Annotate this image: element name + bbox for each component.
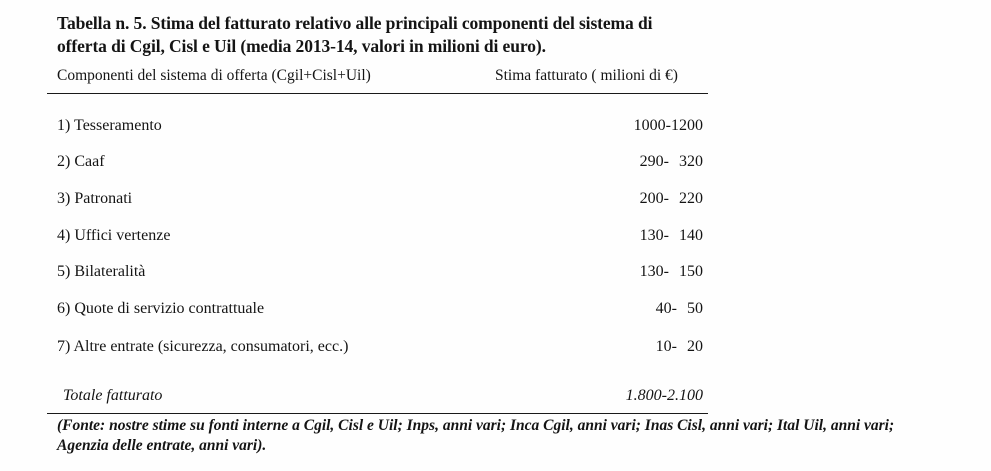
table-bottom-rule [47,413,708,414]
table-row [57,263,703,287]
total-label: Totale fatturato [63,387,163,404]
row-value: 290- 320 [639,153,703,170]
source-note: (Fonte: nostre stime su fonti interne a Cgil, Cisl e Uil; Inps, anni vari; Inca Cgil, anni vari; Inas Cisl, anni vari; Ital Uil, anni vari; Agenzia delle entrate, anni vari). [57,417,895,454]
row-label: 5) Bilateralità [57,263,146,280]
table-row [57,300,703,324]
table-row [57,117,703,141]
table-top-rule [47,93,708,94]
table-row [57,338,703,362]
row-label: 7) Altre entrate (sicurezza, consumatori, ecc.) [57,338,349,355]
row-value: 1000-1200 [633,117,703,134]
row-value: 10- 20 [655,338,703,355]
table-title-line-2: offerta di Cgil, Cisl e Uil (media 2013-14, valori in milioni di euro). [57,36,546,56]
row-label: 1) Tesseramento [57,117,162,134]
table-row [57,153,703,177]
table-title [57,12,737,58]
row-value: 200- 220 [639,190,703,207]
column-header-estimate: Stima fatturato ( milioni di €) [495,67,678,84]
row-value: 130- 140 [639,227,703,244]
table-row [57,227,703,251]
column-header-component: Componenti del sistema di offerta (Cgil+Cisl+Uil) [57,67,371,84]
total-value: 1.800-2.100 [625,387,703,404]
row-value: 40- 50 [655,300,703,317]
row-label: 6) Quote di servizio contrattuale [57,300,265,317]
table-row [57,190,703,214]
row-label: 3) Patronati [57,190,133,207]
table-title-line-1: Tabella n. 5. Stima del fatturato relativo alle principali componenti del sistema di [57,13,653,33]
row-label: 4) Uffici vertenze [57,227,171,244]
row-label: 2) Caaf [57,153,105,170]
row-value: 130- 150 [639,263,703,280]
